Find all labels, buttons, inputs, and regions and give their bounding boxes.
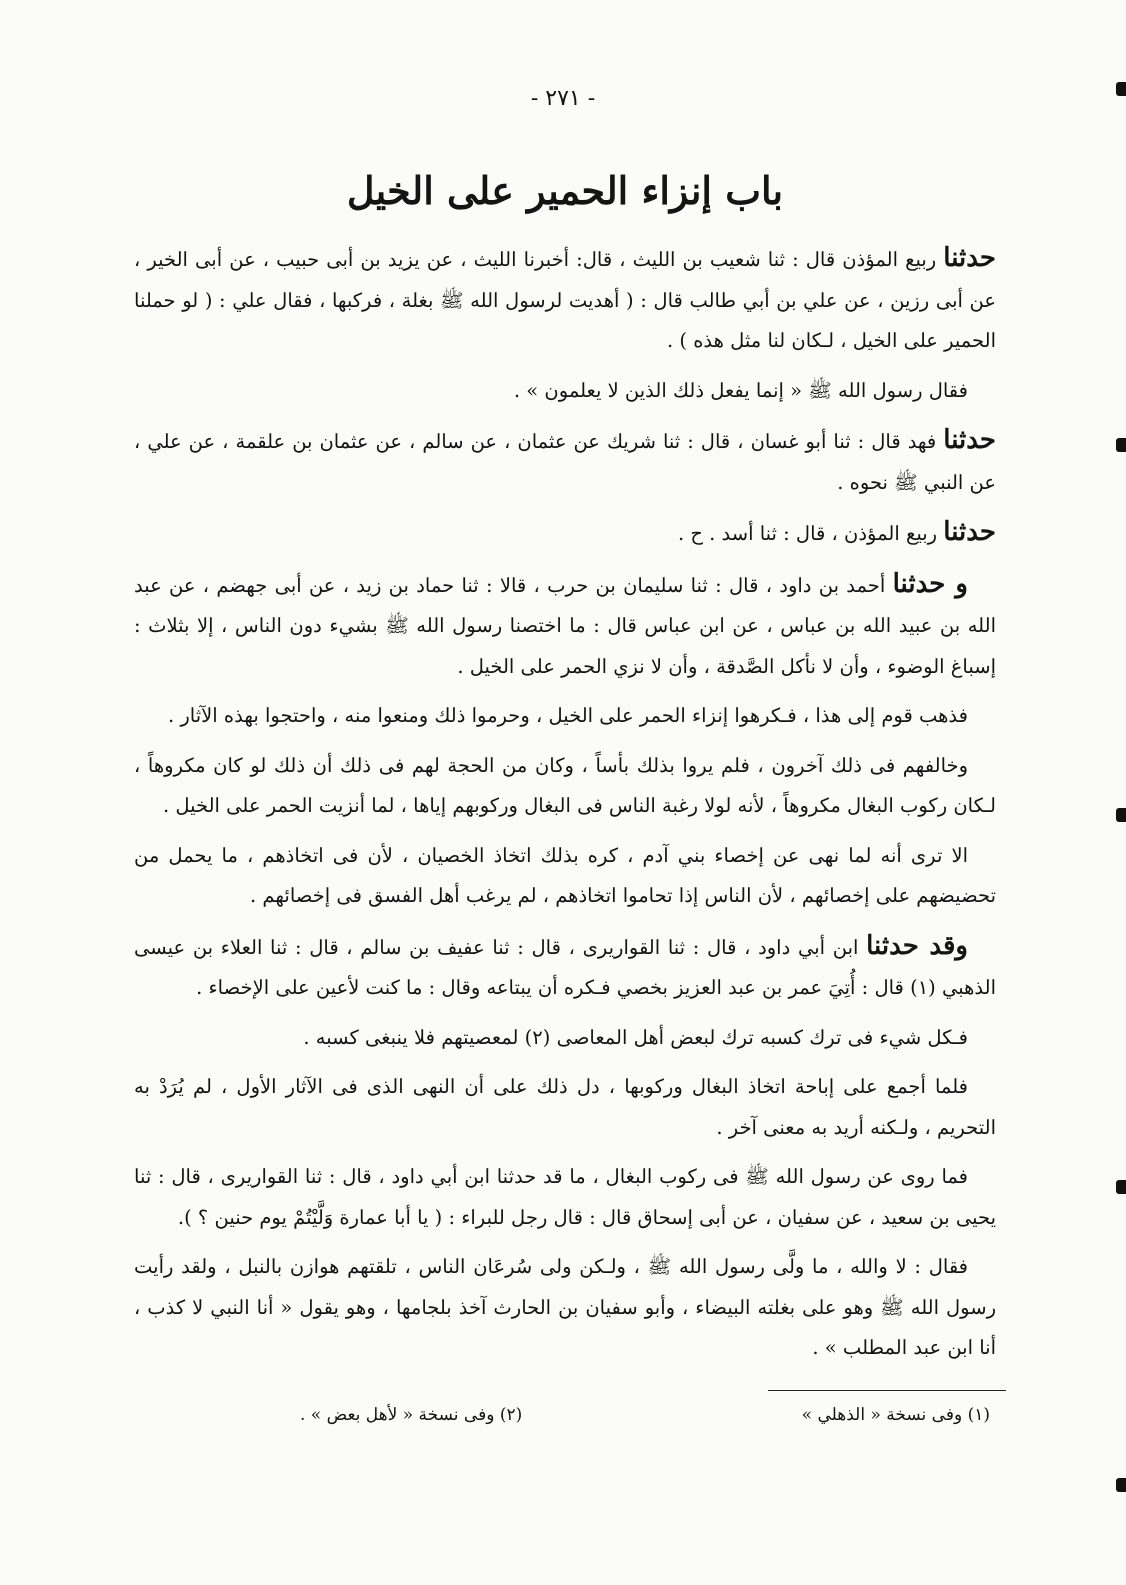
edge-mark: [1116, 1180, 1126, 1194]
edge-mark: [1116, 438, 1126, 452]
paragraph: [134, 836, 996, 917]
edge-mark: [1116, 82, 1126, 96]
footnote-1: (١) وفى نسخة « الذهلي »: [801, 1405, 990, 1425]
paragraph: [134, 420, 996, 503]
chapter-title: باب إنزاء الحمير على الخيل: [346, 168, 784, 213]
footnotes: [300, 1400, 990, 1430]
haddathana-lead: وقد حدثنا: [866, 930, 968, 961]
haddathana-lead: حدثنا: [943, 517, 996, 547]
page-number: - ٢٧١ -: [530, 86, 596, 111]
footnote-2: (٢) وفى نسخة « لأهل بعض » .: [300, 1405, 523, 1425]
paragraph-text: الا ترى أنه لما نهى عن إخصاء بني آدم ، كره بذلك اتخاذ الخصيان ، لأن فى اتخاذهم ، ما يحمل من تحضيضهم على إخصائهم ، لأن الناس إذا تحاموا اتخاذهم ، لم يرغب أهل الفسق فى إخصائهم .: [134, 843, 996, 907]
haddathana-lead: و حدثنا: [892, 568, 968, 599]
edge-mark: [1116, 808, 1126, 822]
paragraph: [134, 1247, 996, 1369]
paragraph: [134, 512, 996, 555]
paragraph-text: ربيع المؤذن ، قال : ثنا أسد . ح .: [677, 522, 944, 545]
paragraph-text: وخالفهم فى ذلك آخرون ، فلم يروا بذلك بأساً ، وكان من الحجة لهم فى ذلك أن ذلك لو كان مكروهاً ، لـكان ركوب البغال مكروهاً ، لأنه لولا رغبة الناس فى البغال وركوبهم إياها ، لما أنزيت الحمر على الخيل .: [134, 753, 996, 817]
paragraph: [134, 746, 996, 827]
paragraph-text: فما روى عن رسول الله ﷺ فى ركوب البغال ، ما قد حدثنا ابن أبي داود ، قال : ثنا القواريرى ، قال : ثنا يحيى بن سعيد ، عن سفيان ، عن أبى إسحاق قال : قال رجل للبراء : ( يا أبا عمارة وَلَّيْتُمْ يوم حنين ؟ ).: [134, 1165, 996, 1229]
footnote-rule: [768, 1390, 1006, 1391]
paragraph: [134, 1157, 996, 1238]
paragraph-text: ابن أبي داود ، قال : ثنا القواريرى ، قال : ثنا عفيف بن سالم ، قال : ثنا العلاء بن عيسى الذهبي (١) قال : أُتِيَ عمر بن عبد العزيز بخصي فـكره أن يبتاعه وقال : ما كنت لأعين على الإخصاء .: [134, 935, 996, 999]
haddathana-lead: حدثنا: [943, 425, 996, 455]
paragraph: [134, 1067, 996, 1148]
edge-mark: [1116, 1478, 1126, 1492]
paragraph: [134, 238, 996, 362]
paragraph-text: ربيع المؤذن قال : ثنا شعيب بن الليث ، قال: أخبرنا الليث ، عن يزيد بن أبى حبيب ، عن أبى الخير ، عن أبى رزين ، عن علي بن أبي طالب قال : ( أهديت لرسول الله ﷺ بغلة ، فركبها ، فقال علي : ( لو حملنا الحمير على الخيل ، لـكان لنا مثل هذه ) .: [134, 248, 996, 352]
paragraph-text: فـكل شيء فى ترك كسبه ترك لبعض أهل المعاصى (٢) لمعصيتهم فلا ينبغى كسبه .: [303, 1025, 968, 1049]
paragraph-text: فقال رسول الله ﷺ « إنما يفعل ذلك الذين لا يعلمون » .: [513, 378, 968, 402]
paragraph-text: فذهب قوم إلى هذا ، فـكرهوا إنزاء الحمر على الخيل ، وحرموا ذلك ومنعوا منه ، واحتجوا بهذه الآثار .: [167, 704, 968, 727]
paragraph: [134, 926, 996, 1009]
paragraph: [134, 696, 996, 737]
paragraph: [134, 1018, 996, 1059]
paragraph-text: فلما أجمع على إباحة اتخاذ البغال وركوبها ، دل ذلك على أن النهى الذى فى الآثار الأول ، لم يُرَدْ به التحريم ، ولـكنه أريد به معنى آخر .: [134, 1075, 996, 1139]
paragraph: [134, 371, 996, 412]
paragraph-text: فقال : لا والله ، ما ولَّى رسول الله ﷺ ، ولـكن ولى سُرعَان الناس ، تلقتهم هوازن بالنبل ، ولقد رأيت رسول الله ﷺ وهو على بغلته البيضاء ، وأبو سفيان بن الحارث آخذ بلجامها ، وهو يقول « أنا النبي لا كذب ، أنا ابن عبد المطلب » .: [134, 1255, 996, 1359]
paragraph: [134, 564, 996, 688]
paragraph-text: فهد قال : ثنا أبو غسان ، قال : ثنا شريك عن عثمان ، عن سالم ، عن عثمان بن علقمة ، عن علي ، عن النبي ﷺ نحوه .: [134, 430, 996, 494]
haddathana-lead: حدثنا: [943, 243, 996, 273]
paragraph-text: أحمد بن داود ، قال : ثنا سليمان بن حرب ، قالا : ثنا حماد بن زيد ، عن أبى جهضم ، عن عبد الله بن عبيد الله بن عباس ، عن ابن عباس قال : ما اختصنا رسول الله ﷺ بشيء دون الناس ، إلا بثلاث : إسباغ الوضوء ، وأن لا نأكل الصَّدقة ، وأن لا نزي الحمر على الخيل .: [134, 573, 996, 678]
main-text: [134, 238, 996, 1378]
